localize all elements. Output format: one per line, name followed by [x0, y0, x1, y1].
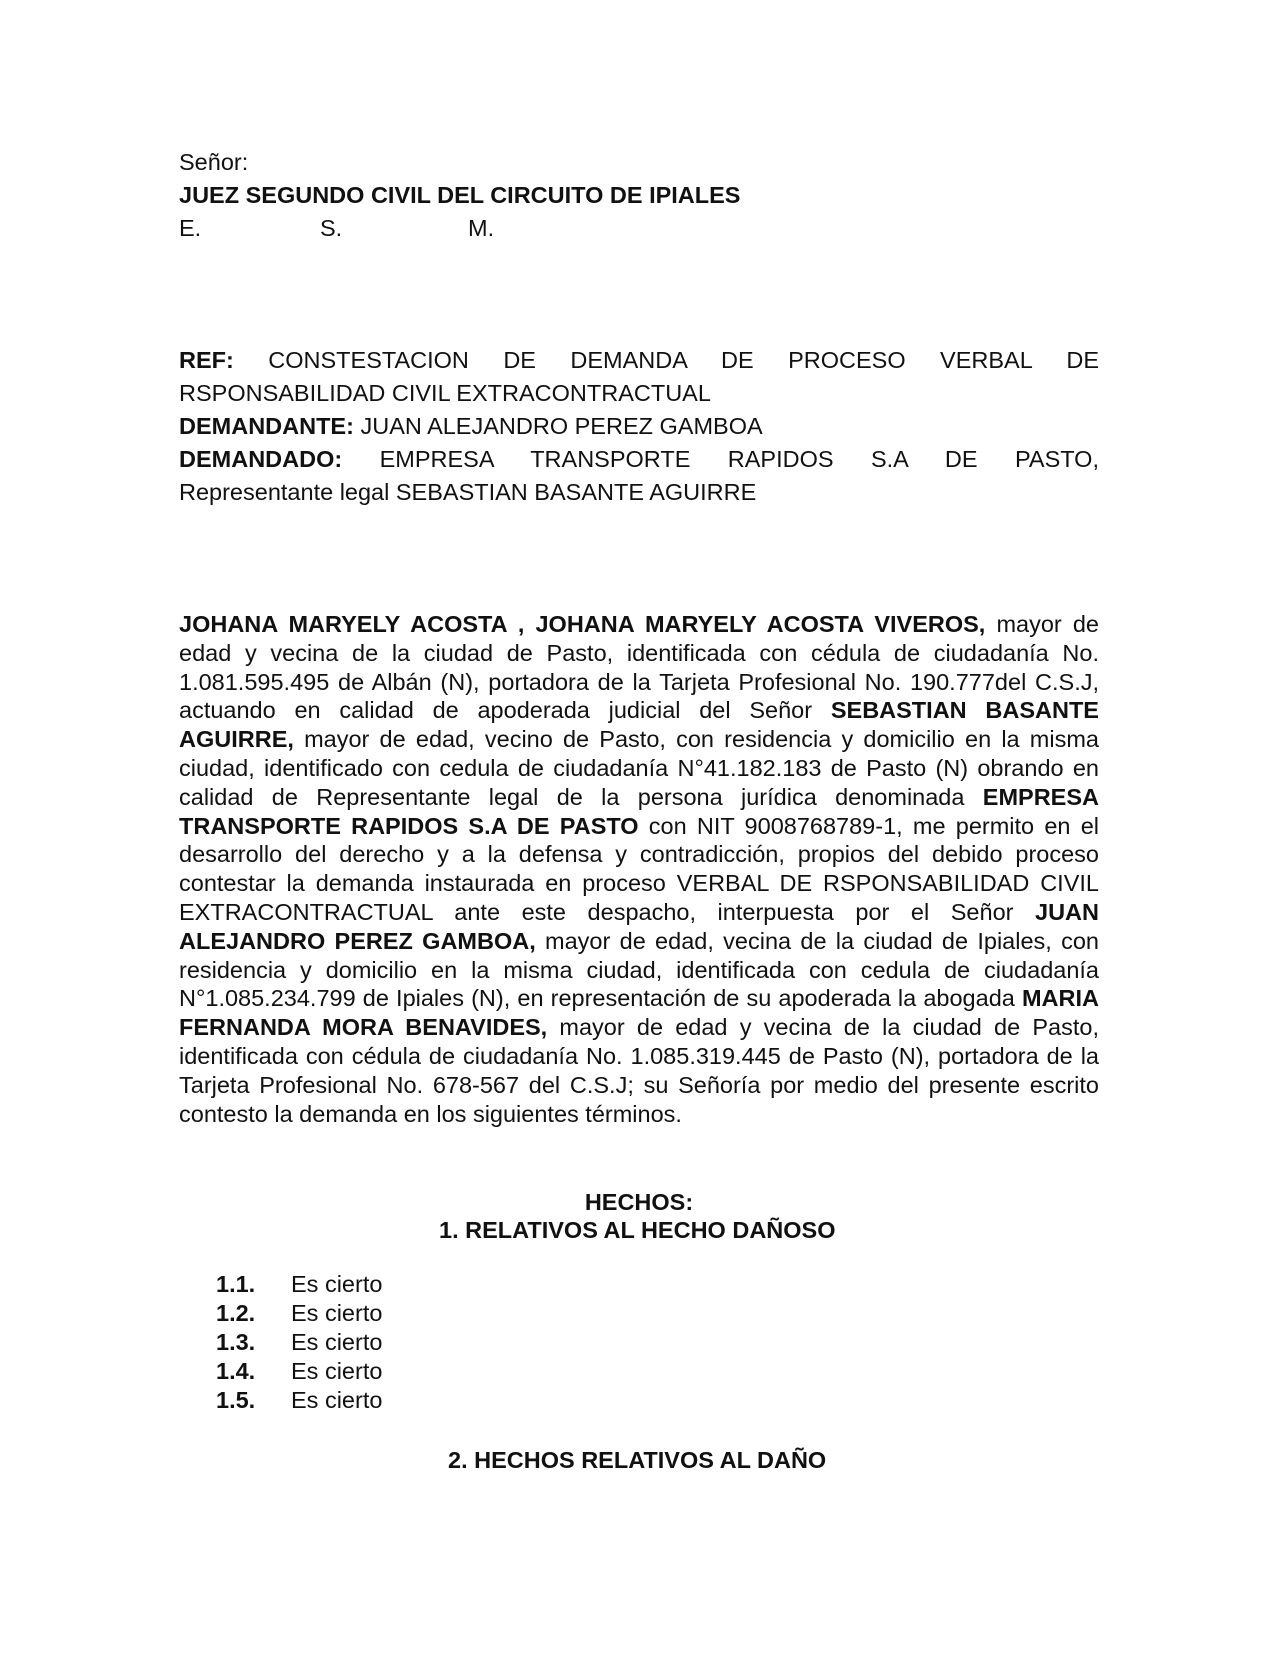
list-item-number: 1.5.: [216, 1387, 256, 1413]
attorney-name: JOHANA MARYELY ACOSTA , JOHANA MARYELY ACOSTA VIVEROS,: [179, 611, 986, 637]
section-1-title: 1. RELATIVOS AL HECHO DAÑOSO: [439, 1217, 836, 1243]
salutation: Señor:: [179, 149, 249, 175]
list-item-text: Es cierto: [291, 1300, 383, 1326]
company-name: EMPRESA TRANSPORTE RAPIDOS S.A DE PASTO: [179, 783, 1099, 839]
body-text-d: mayor de edad, vecina de la ciudad de Ipiales, con residencia y domicilio en la misma ciudad, identificada con cedula de ciudadanía N°1.085.234.799 de Ipiales (N), en representación de su apoderada la abogada: [179, 927, 1100, 1012]
defendant-label: DEMANDADO:: [179, 446, 343, 472]
list-item-text: Es cierto: [291, 1271, 383, 1297]
plaintiff-name: JUAN ALEJANDRO PEREZ GAMBOA: [360, 413, 763, 439]
list-item-text: Es cierto: [291, 1358, 383, 1384]
esm-s: S.: [320, 215, 343, 241]
list-item-number: 1.3.: [216, 1329, 256, 1355]
defendant-name: EMPRESA TRANSPORTE RAPIDOS S.A DE PASTO,: [379, 446, 1099, 472]
defendant-line-2: Representante legal SEBASTIAN BASANTE AGUIRRE: [179, 479, 757, 505]
intro-paragraph: [179, 610, 1099, 1128]
list-item-number: 1.1.: [216, 1271, 256, 1297]
opposing-attorney-name: MARIA FERNANDA MORA BENAVIDES,: [179, 985, 1099, 1041]
defendant-line-1: [179, 443, 1099, 476]
body-text-c: con NIT 9008768789-1, me permito en el desarrollo del derecho y a la defensa y contradicción, propios del debido proceso contestar la demanda instaurada en proceso VERBAL DE RSPONSABILIDAD CIVIL EXTRACONTRACTUAL ante este despacho, interpuesta por el Señor: [179, 812, 1099, 925]
document-page: [179, 0, 1099, 1656]
esm-line: [179, 212, 1099, 245]
list-item-number: 1.4.: [216, 1358, 256, 1384]
list-item-text: Es cierto: [291, 1329, 383, 1355]
section-2-title: 2. HECHOS RELATIVOS AL DAÑO: [448, 1447, 827, 1473]
body-text-a: mayor de edad y vecina de la ciudad de Pasto, identificada con cédula de ciudadanía No. 1.081.595.495 de Albán (N), portadora de la Tarjeta Profesional No. 190.777del C.S.J, actuando en calidad de apoderada judicial del Señor: [179, 611, 1099, 724]
represented-name: SEBASTIAN BASANTE AGUIRRE,: [179, 697, 1099, 753]
plaintiff-line: [179, 410, 1099, 443]
plaintiff-name-body: JUAN ALEJANDRO PEREZ GAMBOA,: [179, 898, 1099, 954]
list-item-text: Es cierto: [291, 1387, 383, 1413]
esm-e: E.: [179, 215, 202, 241]
ref-label: REF:: [179, 347, 234, 373]
ref-text-2: RSPONSABILIDAD CIVIL EXTRACONTRACTUAL: [179, 380, 711, 406]
esm-m: M.: [468, 215, 495, 241]
body-text-e: mayor de edad y vecina de la ciudad de Pasto, identificada con cédula de ciudadanía No. 1.085.319.445 de Pasto (N), portadora de la Tarjeta Profesional No. 678-567 del C.S.J; su Señoría por medio del presente escrito contesto la demanda en los siguientes términos.: [179, 1014, 1099, 1127]
body-text-b: mayor de edad, vecino de Pasto, con residencia y domicilio en la misma ciudad, identificado con cedula de ciudadanía N°41.182.183 de Pasto (N) obrando en calidad de Representante legal de la persona jurídica denominada: [179, 726, 1099, 810]
list-item-number: 1.2.: [216, 1300, 256, 1326]
hechos-title: HECHOS:: [584, 1189, 694, 1215]
addressee: JUEZ SEGUNDO CIVIL DEL CIRCUITO DE IPIALES: [179, 182, 741, 208]
ref-line-1: [179, 344, 1099, 377]
ref-text-1: CONSTESTACION DE DEMANDA DE PROCESO VERBAL DE: [268, 347, 1099, 373]
plaintiff-label: DEMANDANTE:: [179, 413, 354, 439]
